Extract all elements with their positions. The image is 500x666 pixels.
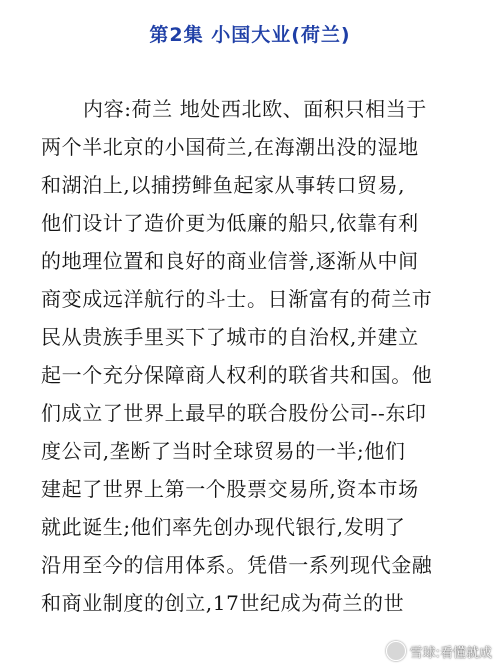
watermark-logo-icon [386,641,406,661]
text-line: 们成立了世界上最早的联合股份公司--东印 [41,401,427,425]
text-line: 建起了世界上第一个股票交易所,资本市场 [41,477,419,501]
text-line: 的地理位置和良好的商业信誉,逐渐从中间 [41,249,419,273]
text-line: 两个半北京的小国荷兰,在海潮出没的湿地 [41,135,419,159]
watermark-text: 雪球:看懂就成 [409,645,492,661]
text-line: 和湖泊上,以捕捞鲱鱼起家从事转口贸易, [41,173,406,197]
episode-title: 第2集 小国大业(荷兰) [149,24,351,46]
text-line: 和商业制度的创立,17世纪成为荷兰的世 [41,591,405,615]
text-line: 商变成远洋航行的斗士。日渐富有的荷兰市 [41,287,433,311]
text-line: 就此诞生;他们率先创办现代银行,发明了 [41,515,406,539]
text-line: 起一个充分保障商人权利的联省共和国。他 [41,363,433,387]
text-line: 民从贵族手里买下了城市的自治权,并建立 [41,325,419,349]
text-line: 沿用至今的信用体系。凭借一系列现代金融 [41,553,433,577]
body-paragraph [41,90,481,622]
text-line: 他们设计了造价更为低廉的船只,依靠有利 [41,211,419,235]
text-line: 内容:荷兰 地处西北欧、面积只相当于 [83,97,427,121]
text-line: 度公司,垄断了当时全球贸易的一半;他们 [41,439,406,463]
watermark [386,641,492,661]
